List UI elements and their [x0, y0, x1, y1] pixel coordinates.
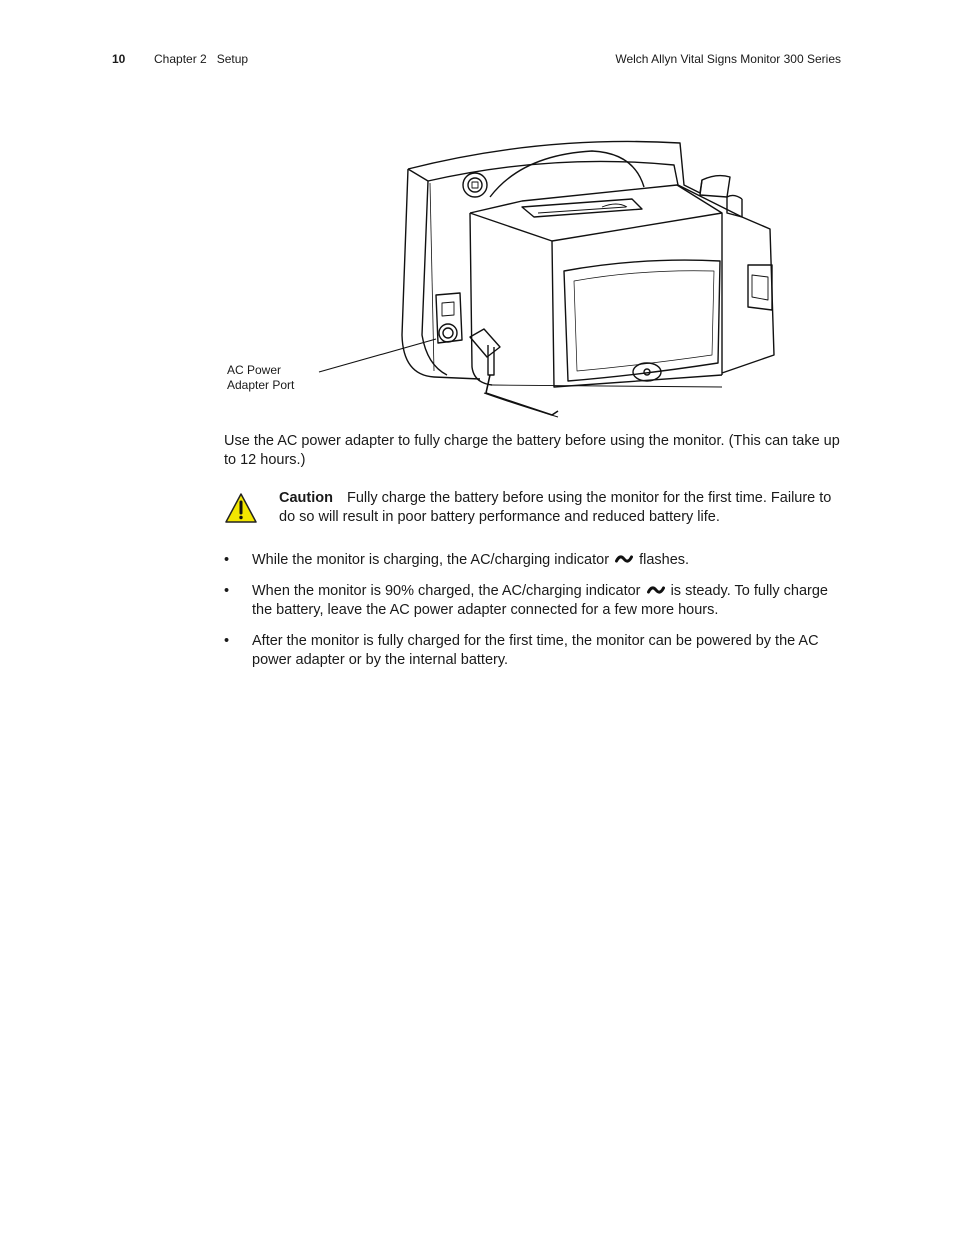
list-item-text-after: is steady. To fully charge the battery, leave the AC power adapter connected for a few more hours. — [252, 583, 828, 618]
section-name: Setup — [216, 52, 249, 66]
caution-label: Caution — [279, 490, 333, 506]
list-item — [224, 551, 844, 570]
ac-power-port-callout — [227, 363, 317, 393]
list-item-text-before: When the monitor is 90% charged, the AC/charging indicator — [252, 583, 641, 599]
page-header — [0, 52, 954, 72]
list-item-text-before: While the monitor is charging, the AC/charging indicator — [252, 552, 610, 568]
list-item — [224, 582, 844, 620]
list-item — [224, 632, 844, 670]
monitor-figure — [222, 125, 782, 425]
bullet-dot: • — [224, 633, 230, 649]
intro-paragraph: Use the AC power adapter to fully charge the battery before using the monitor. (This can take up to 12 hours.) — [224, 433, 840, 468]
chapter-label — [154, 52, 248, 66]
charging-notes-list — [224, 551, 844, 682]
ac-charging-wave-icon — [647, 584, 665, 596]
list-item-text-after: flashes. — [639, 552, 690, 568]
callout-line-1: AC Power — [227, 363, 282, 377]
caution-text-block — [279, 489, 849, 527]
warning-triangle-icon — [224, 492, 258, 524]
caution-message: Fully charge the battery before using the monitor for the first time. Failure to do so will result in poor battery performance and reduced battery life. — [279, 490, 832, 525]
list-item-text: After the monitor is fully charged for the first time, the monitor can be powered by the AC power adapter or by the internal battery. — [252, 633, 819, 668]
chapter-number: Chapter 2 — [154, 52, 207, 66]
document-title: Welch Allyn Vital Signs Monitor 300 Series — [615, 52, 841, 66]
bullet-dot: • — [224, 552, 230, 568]
page-number: 10 — [112, 52, 126, 66]
callout-line-2: Adapter Port — [227, 378, 295, 392]
ac-charging-wave-icon — [615, 553, 633, 565]
bullet-dot: • — [224, 583, 230, 599]
